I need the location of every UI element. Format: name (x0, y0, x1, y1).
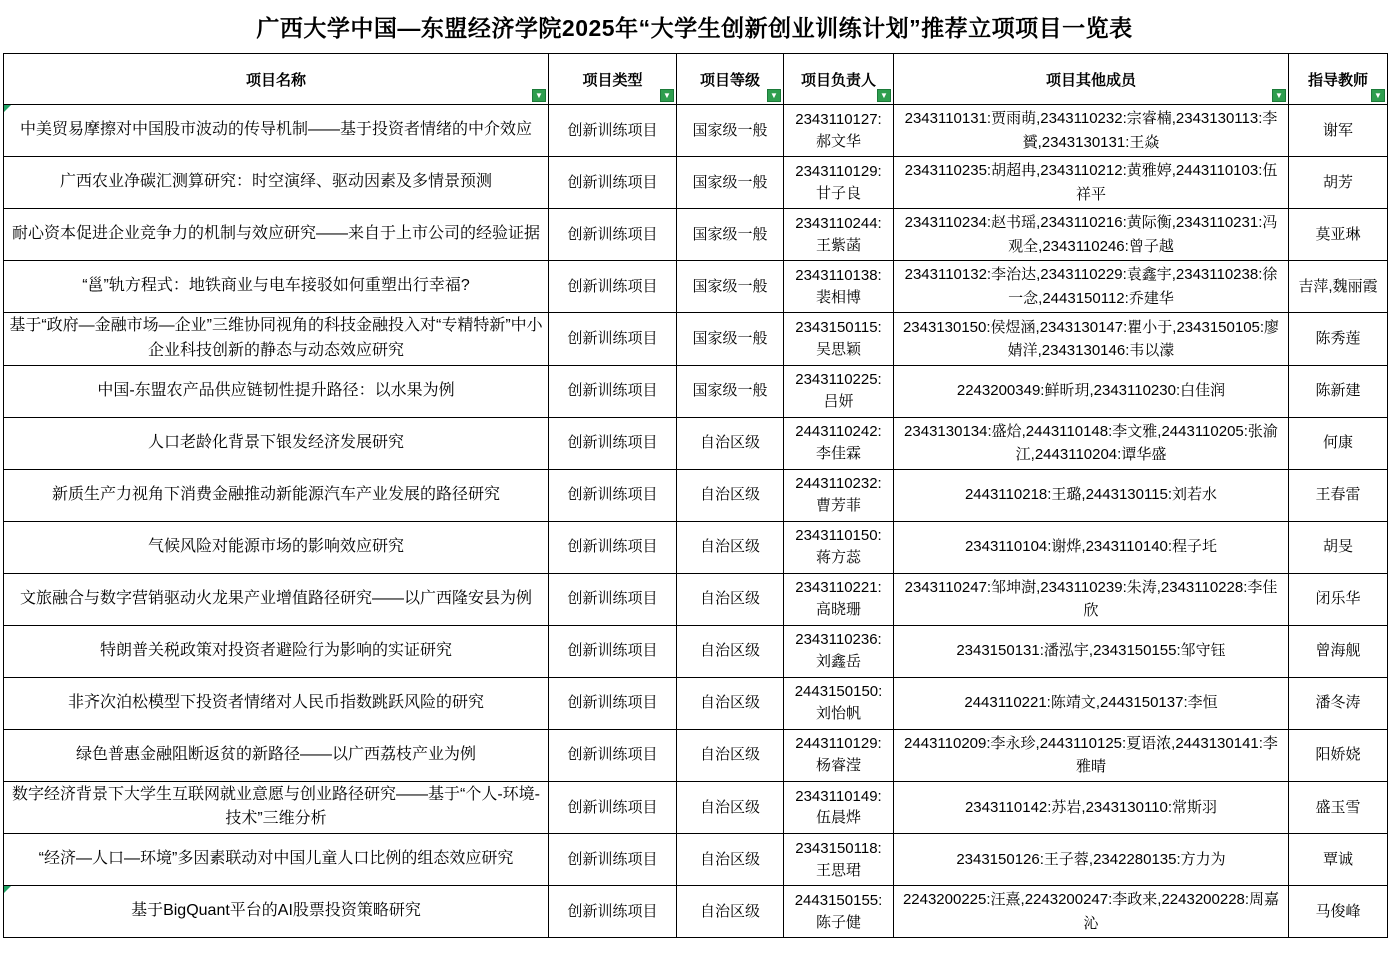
table-row (4, 417, 1388, 469)
cell-project-level[interactable]: 国家级一般 (677, 313, 784, 366)
leader-name: 杨睿滢 (815, 757, 861, 775)
column-header-label: 项目等级 (699, 71, 760, 89)
cell-project-type[interactable]: 创新训练项目 (549, 365, 677, 417)
cell-project-members[interactable]: 2343110234:赵书瑶,2343110216:黄际衡,2343110231:冯观全,2343110246:曾子越 (894, 209, 1289, 261)
cell-advisor[interactable]: 盛玉雪 (1289, 781, 1388, 834)
cell-project-name[interactable]: 绿色普惠金融阻断返贫的新路径——以广西荔枝产业为例 (4, 729, 549, 781)
leader-name: 甘子良 (815, 184, 861, 202)
table-header (4, 54, 1388, 105)
cell-project-members[interactable]: 2343110104:谢烨,2343110140:程子圫 (894, 521, 1289, 573)
leader-id: 2443110232: (795, 475, 882, 493)
leader-name: 高晓珊 (815, 601, 861, 619)
leader-name: 吴思颖 (815, 340, 861, 358)
cell-project-level[interactable]: 国家级一般 (677, 365, 784, 417)
cell-project-level[interactable]: 国家级一般 (677, 157, 784, 209)
cell-project-name[interactable]: 非齐次泊松模型下投资者情绪对人民币指数跳跃风险的研究 (4, 677, 549, 729)
cell-advisor[interactable]: 谢军 (1289, 105, 1388, 157)
table-row (4, 834, 1388, 886)
cell-advisor[interactable]: 王春雷 (1289, 469, 1388, 521)
cell-project-name[interactable]: 新质生产力视角下消费金融推动新能源汽车产业发展的路径研究 (4, 469, 549, 521)
cell-project-name[interactable]: 文旅融合与数字营销驱动火龙果产业增值路径研究——以广西隆安县为例 (4, 573, 549, 625)
cell-advisor[interactable]: 陈新建 (1289, 365, 1388, 417)
cell-project-level[interactable]: 自治区级 (677, 469, 784, 521)
table-row (4, 521, 1388, 573)
leader-name: 裴相博 (815, 288, 861, 306)
filter-dropdown-icon[interactable]: ▼ (1272, 89, 1286, 102)
cell-project-members[interactable]: 2443110209:李永珍,2443110125:夏语浓,2443130141:李雅晴 (894, 729, 1289, 781)
cell-project-members[interactable]: 2443110218:王璐,2443130115:刘若水 (894, 469, 1289, 521)
table-row (4, 313, 1388, 366)
cell-project-name[interactable]: “邕”轨方程式：地铁商业与电车接驳如何重塑出行幸福? (4, 261, 549, 313)
cell-advisor[interactable]: 阳娇娆 (1289, 729, 1388, 781)
column-header-project-level[interactable] (677, 54, 784, 105)
cell-project-name[interactable]: 基于“政府—金融市场—企业”三维协同视角的科技金融投入对“专精特新”中小企业科技创新的静态与动态效应研究 (4, 313, 549, 366)
leader-name: 王紫菡 (815, 236, 861, 254)
cell-project-level[interactable]: 自治区级 (677, 677, 784, 729)
cell-corner-flag-icon (4, 886, 11, 893)
column-header-project-leader[interactable] (784, 54, 894, 105)
leader-name: 刘鑫岳 (815, 653, 861, 671)
filter-dropdown-icon[interactable]: ▼ (532, 89, 546, 102)
leader-id: 2443110129: (795, 735, 882, 753)
cell-project-level[interactable]: 自治区级 (677, 834, 784, 886)
column-header-label: 项目类型 (582, 71, 643, 89)
cell-project-leader[interactable] (784, 781, 894, 834)
cell-project-level[interactable]: 国家级一般 (677, 261, 784, 313)
table-row (4, 209, 1388, 261)
filter-dropdown-icon[interactable]: ▼ (1371, 89, 1385, 102)
cell-project-leader[interactable] (784, 834, 894, 886)
page-title: 广西大学中国—东盟经济学院2025年“大学生创新创业训练计划”推荐立项项目一览表 (256, 15, 1133, 41)
cell-project-type[interactable]: 创新训练项目 (549, 261, 677, 313)
cell-project-type[interactable]: 创新训练项目 (549, 677, 677, 729)
cell-advisor[interactable]: 吉萍,魏丽霞 (1289, 261, 1388, 313)
cell-project-leader[interactable] (784, 365, 894, 417)
cell-advisor[interactable]: 马俊峰 (1289, 886, 1388, 938)
cell-project-members[interactable]: 2343130150:侯煜涵,2343130147:瞿小于,2343150105:廖婧洋,2343130146:韦以濛 (894, 313, 1289, 366)
cell-project-name[interactable]: 人口老龄化背景下银发经济发展研究 (4, 417, 549, 469)
leader-name: 曹芳菲 (815, 497, 861, 515)
cell-project-members[interactable]: 2343150131:潘泓宇,2343150155:邹守钰 (894, 625, 1289, 677)
cell-project-type[interactable]: 创新训练项目 (549, 886, 677, 938)
table-row (4, 261, 1388, 313)
cell-project-type[interactable]: 创新训练项目 (549, 834, 677, 886)
table-row (4, 781, 1388, 834)
table-body (4, 105, 1388, 938)
cell-project-type[interactable]: 创新训练项目 (549, 625, 677, 677)
cell-project-leader[interactable] (784, 313, 894, 366)
leader-id: 2343110225: (795, 371, 882, 389)
filter-dropdown-icon[interactable]: ▼ (767, 89, 781, 102)
table-row (4, 469, 1388, 521)
cell-project-type[interactable]: 创新训练项目 (549, 105, 677, 157)
leader-name: 蒋方蕊 (815, 549, 861, 567)
cell-project-type[interactable]: 创新训练项目 (549, 417, 677, 469)
cell-project-name[interactable]: “经济—人口—环境”多因素联动对中国儿童人口比例的组态效应研究 (4, 834, 549, 886)
column-header-project-members[interactable] (894, 54, 1289, 105)
cell-project-type[interactable]: 创新训练项目 (549, 521, 677, 573)
cell-advisor[interactable]: 陈秀莲 (1289, 313, 1388, 366)
table-row (4, 105, 1388, 157)
cell-project-members[interactable]: 2343110142:苏岩,2343130110:常斯羽 (894, 781, 1289, 834)
cell-advisor[interactable]: 胡芳 (1289, 157, 1388, 209)
cell-project-members[interactable]: 2243200349:鲜昕玥,2343110230:白佳润 (894, 365, 1289, 417)
filter-dropdown-icon[interactable]: ▼ (877, 89, 891, 102)
cell-project-leader[interactable] (784, 729, 894, 781)
cell-project-level[interactable]: 自治区级 (677, 625, 784, 677)
cell-project-type[interactable]: 创新训练项目 (549, 781, 677, 834)
leader-id: 2343110221: (795, 579, 882, 597)
leader-name: 王思珺 (815, 861, 861, 879)
leader-name: 陈子健 (815, 913, 861, 931)
leader-name: 刘怡帆 (815, 705, 861, 723)
table-row (4, 573, 1388, 625)
table-row (4, 729, 1388, 781)
column-header-label: 项目名称 (245, 71, 306, 89)
leader-id: 2343110150: (795, 527, 882, 545)
cell-project-name[interactable]: 特朗普关税政策对投资者避险行为影响的实证研究 (4, 625, 549, 677)
leader-id: 2443150150: (794, 683, 883, 701)
cell-project-members[interactable]: 2443110221:陈靖文,2443150137:李恒 (894, 677, 1289, 729)
cell-project-type[interactable]: 创新训练项目 (549, 209, 677, 261)
leader-id: 2343110244: (795, 214, 882, 232)
leader-id: 2443150155: (794, 891, 883, 909)
table-row (4, 886, 1388, 938)
cell-project-type[interactable]: 创新训练项目 (549, 157, 677, 209)
cell-project-level[interactable]: 自治区级 (677, 573, 784, 625)
column-header-label: 项目负责人 (800, 71, 876, 89)
cell-project-leader[interactable] (784, 625, 894, 677)
cell-project-members[interactable]: 2343150126:王子蓉,2342280135:方力为 (894, 834, 1289, 886)
cell-corner-flag-icon (4, 105, 11, 112)
leader-id: 2343110129: (795, 162, 882, 180)
cell-project-name[interactable]: 广西农业净碳汇测算研究：时空演绎、驱动因素及多情景预测 (4, 157, 549, 209)
column-header-project-name[interactable] (4, 54, 549, 105)
cell-advisor[interactable]: 曾海舰 (1289, 625, 1388, 677)
column-header-advisor[interactable] (1289, 54, 1388, 105)
cell-project-members[interactable]: 2243200225:汪熹,2243200247:李政来,2243200228:周嘉沁 (894, 886, 1289, 938)
cell-project-level[interactable]: 国家级一般 (677, 105, 784, 157)
cell-project-leader[interactable] (784, 573, 894, 625)
header-row (4, 54, 1388, 105)
leader-id: 2343150118: (795, 839, 882, 857)
cell-advisor[interactable]: 覃诚 (1289, 834, 1388, 886)
table-row (4, 365, 1388, 417)
leader-name: 郝文华 (815, 132, 861, 150)
column-header-label: 指导教师 (1307, 71, 1368, 89)
cell-project-level[interactable]: 国家级一般 (677, 209, 784, 261)
cell-advisor[interactable]: 莫亚琳 (1289, 209, 1388, 261)
cell-project-members[interactable]: 2343110132:李治达,2343110229:袁鑫宇,2343110238:徐一念,2443150112:乔建华 (894, 261, 1289, 313)
cell-project-type[interactable]: 创新训练项目 (549, 313, 677, 366)
cell-project-level[interactable]: 自治区级 (677, 521, 784, 573)
cell-project-type[interactable]: 创新训练项目 (549, 729, 677, 781)
cell-project-leader[interactable] (784, 417, 894, 469)
project-table (3, 53, 1388, 938)
cell-project-leader[interactable] (784, 521, 894, 573)
leader-name: 伍晨烨 (815, 809, 861, 827)
leader-id: 2343150115: (795, 319, 882, 337)
cell-advisor[interactable]: 闭乐华 (1289, 573, 1388, 625)
cell-project-leader[interactable] (784, 105, 894, 157)
cell-project-members[interactable]: 2343130134:盛烚,2443110148:李文雅,2443110205:张渝江,2443110204:谭华盛 (894, 417, 1289, 469)
cell-project-name[interactable]: 耐心资本促进企业竞争力的机制与效应研究——来自于上市公司的经验证据 (4, 209, 549, 261)
cell-project-members[interactable]: 2343110235:胡超冉,2343110212:黄雅婷,2443110103:伍祥平 (894, 157, 1289, 209)
cell-project-name[interactable]: 气候风险对能源市场的影响效应研究 (4, 521, 549, 573)
column-header-project-type[interactable] (549, 54, 677, 105)
cell-project-type[interactable]: 创新训练项目 (549, 573, 677, 625)
column-header-label: 项目其他成员 (1045, 71, 1136, 89)
cell-project-leader[interactable] (784, 209, 894, 261)
cell-project-name[interactable]: 数字经济背景下大学生互联网就业意愿与创业路径研究——基于“个人-环境-技术”三维分析 (4, 781, 549, 834)
table-row (4, 157, 1388, 209)
cell-advisor[interactable]: 何康 (1289, 417, 1388, 469)
cell-project-level[interactable]: 自治区级 (677, 417, 784, 469)
cell-project-members[interactable]: 2343110131:贾雨萌,2343110232:宗睿楠,2343130113:李贇,2343130131:王焱 (894, 105, 1289, 157)
cell-project-type[interactable]: 创新训练项目 (549, 469, 677, 521)
cell-project-members[interactable]: 2343110247:邹坤澍,2343110239:朱涛,2343110228:李佳欣 (894, 573, 1289, 625)
cell-project-leader[interactable] (784, 157, 894, 209)
cell-advisor[interactable]: 潘冬涛 (1289, 677, 1388, 729)
leader-name: 吕妍 (823, 393, 854, 411)
leader-id: 2343110138: (795, 266, 882, 284)
cell-project-leader[interactable] (784, 677, 894, 729)
cell-project-level[interactable]: 自治区级 (677, 729, 784, 781)
cell-project-level[interactable]: 自治区级 (677, 886, 784, 938)
leader-id: 2443110242: (795, 423, 882, 441)
leader-id: 2343110236: (795, 631, 882, 649)
cell-project-leader[interactable] (784, 886, 894, 938)
cell-project-name[interactable]: 基于BigQuant平台的AI股票投资策略研究 (4, 886, 549, 938)
filter-dropdown-icon[interactable]: ▼ (660, 89, 674, 102)
cell-project-name[interactable]: 中国-东盟农产品供应链韧性提升路径：以水果为例 (4, 365, 549, 417)
cell-project-leader[interactable] (784, 261, 894, 313)
cell-project-level[interactable]: 自治区级 (677, 781, 784, 834)
cell-advisor[interactable]: 胡旻 (1289, 521, 1388, 573)
leader-id: 2343110149: (795, 787, 882, 805)
leader-id: 2343110127: (795, 110, 882, 128)
leader-name: 李佳霖 (815, 445, 861, 463)
cell-project-name[interactable]: 中美贸易摩擦对中国股市波动的传导机制——基于投资者情绪的中介效应 (4, 105, 549, 157)
table-row (4, 677, 1388, 729)
cell-project-leader[interactable] (784, 469, 894, 521)
table-row (4, 625, 1388, 677)
